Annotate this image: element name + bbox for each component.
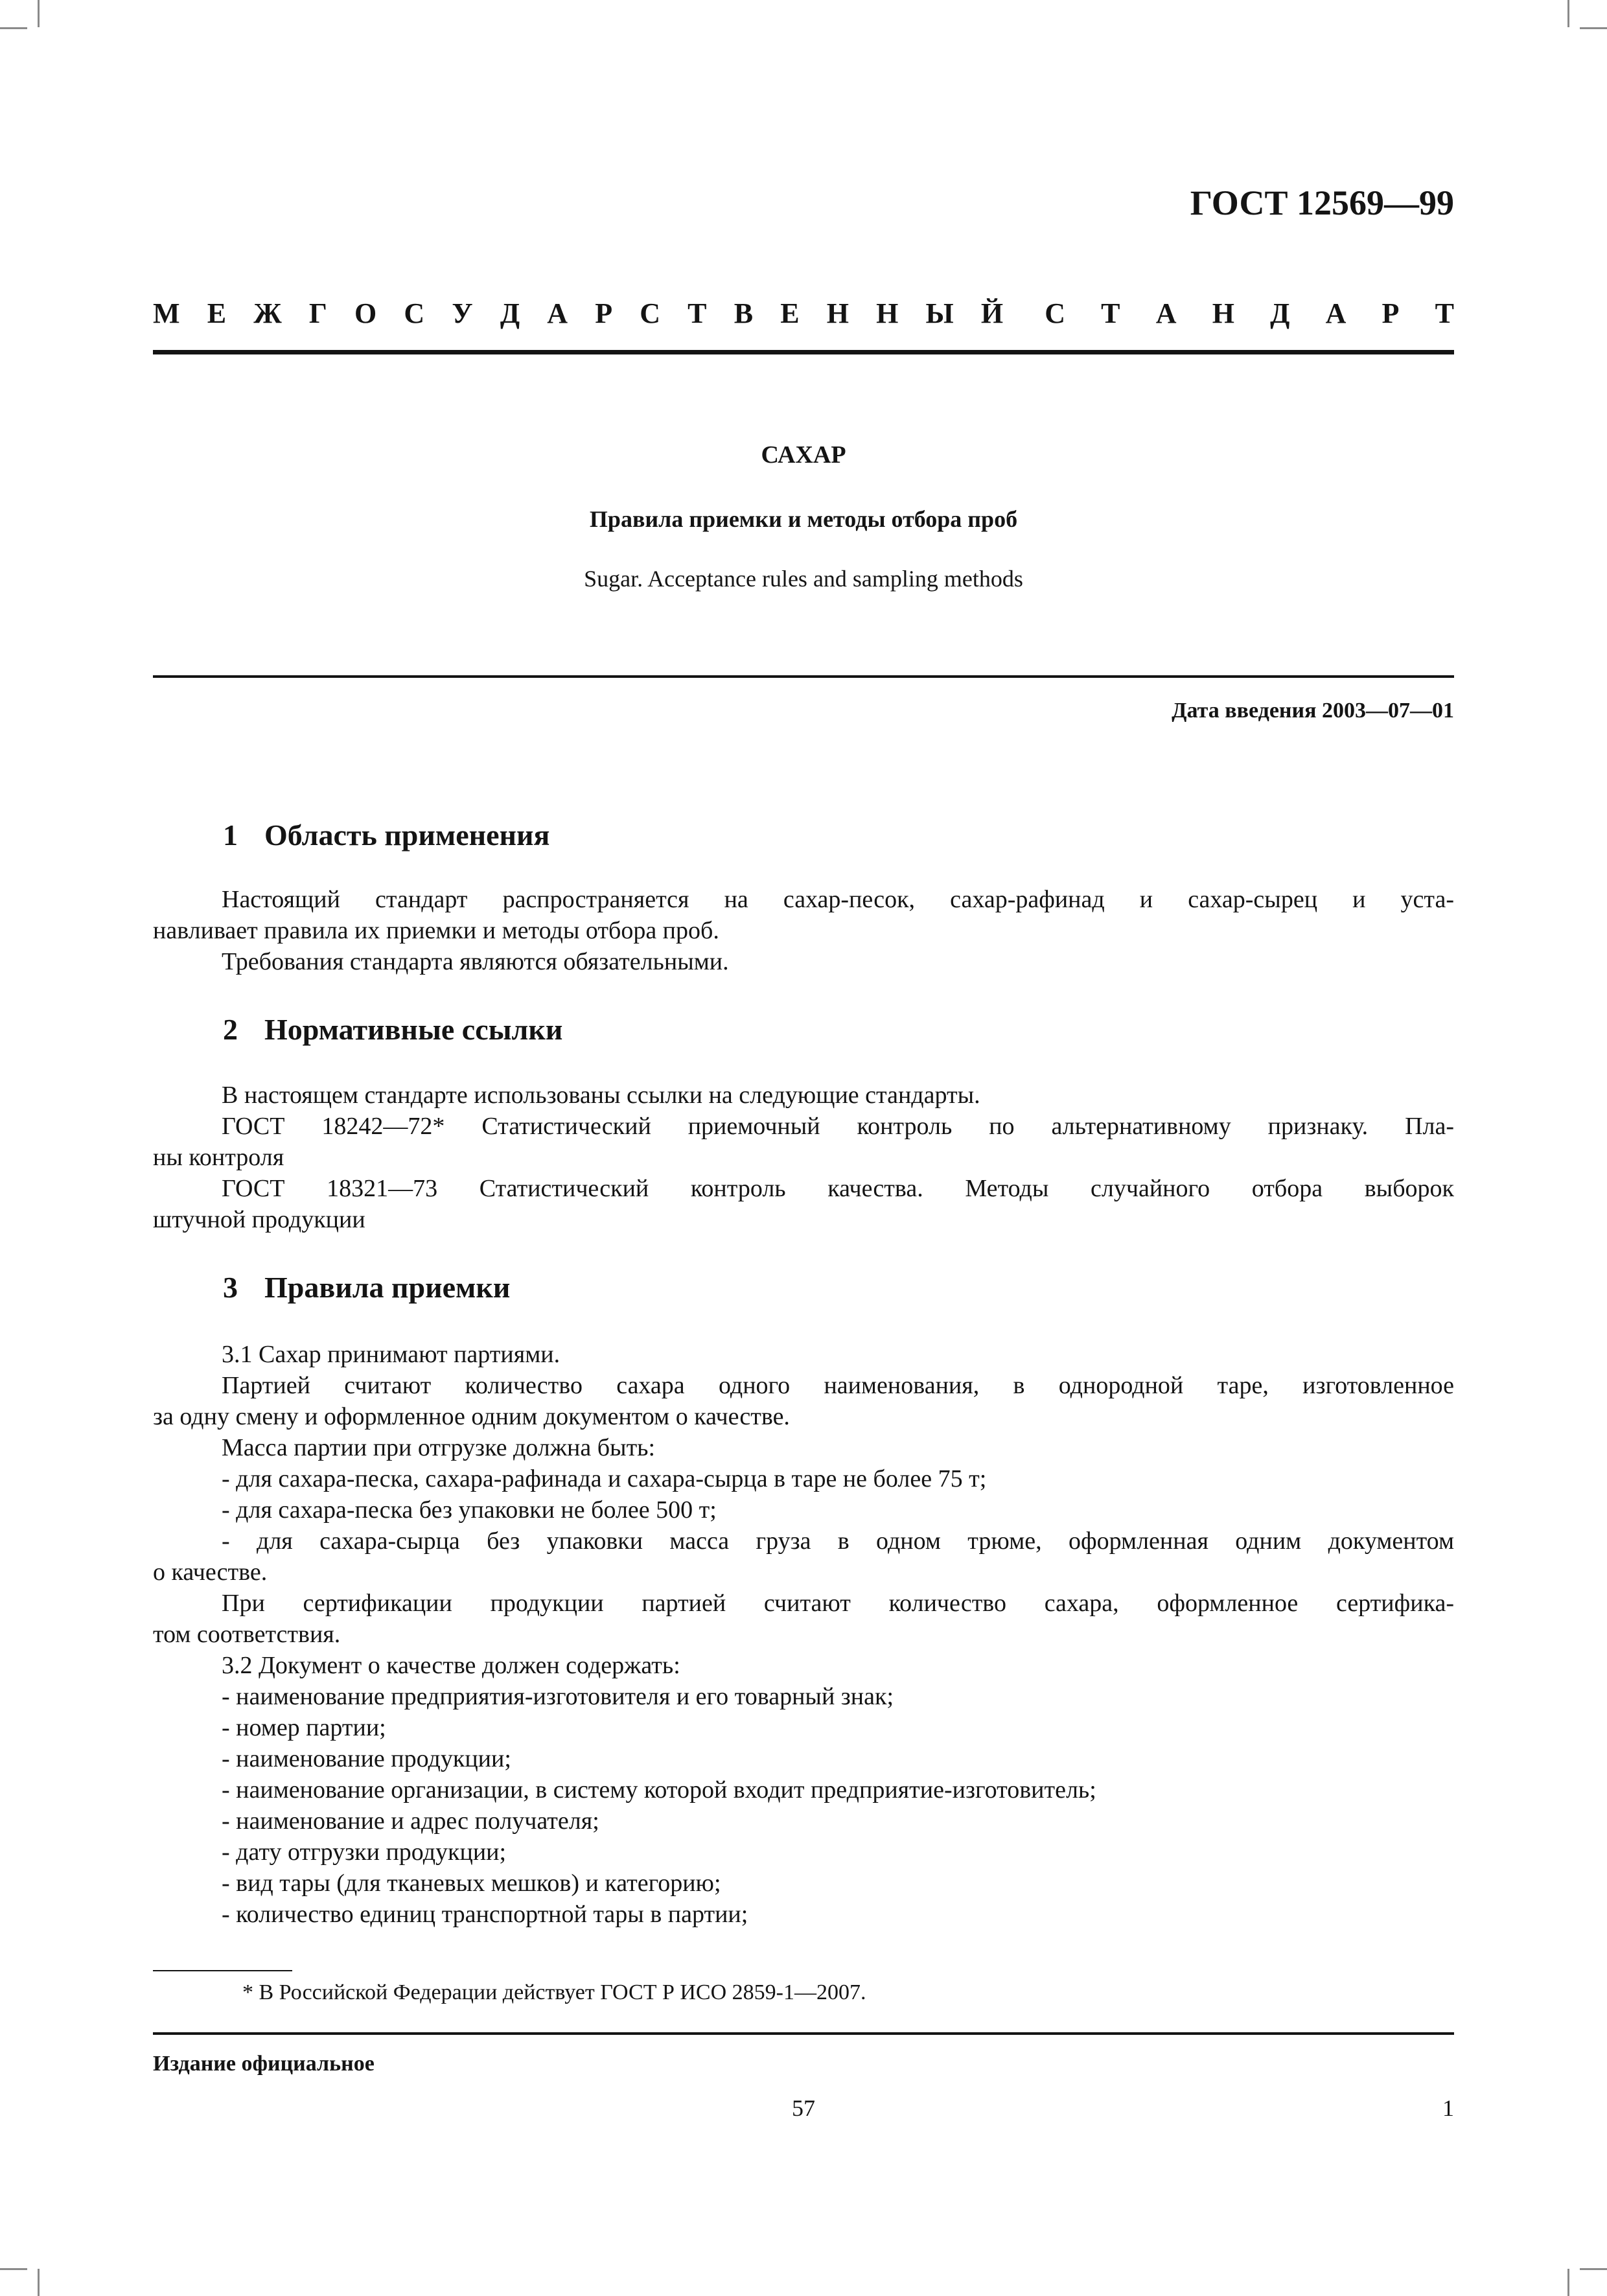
- paragraph-line: за одну смену и оформленное одним документом о качестве.: [153, 1403, 790, 1430]
- paragraph-line: навливает правила их приемки и методы отбора проб.: [153, 917, 719, 944]
- list-item: - наименование и адрес получателя;: [222, 1807, 599, 1835]
- crop-mark: [1580, 2268, 1607, 2270]
- paragraph-line: Настоящий стандарт распространяется на сахар-песок, сахар-рафинад и сахар-сырец и уста-: [222, 886, 1454, 913]
- list-item: - для сахара-песка без упаковки не более 500 т;: [222, 1496, 717, 1524]
- document-page: [153, 0, 1454, 2296]
- banner-letter: Н: [826, 297, 849, 329]
- banner-letter: Д: [500, 297, 520, 329]
- section-heading-1: [223, 818, 549, 852]
- list-item: - количество единиц транспортной тары в партии;: [222, 1901, 748, 1928]
- doc-title: САХАР: [761, 441, 846, 469]
- paragraph: Требования стандарта являются обязательными.: [222, 948, 729, 975]
- page-number-right: 1: [1442, 2095, 1454, 2121]
- banner-letter: В: [734, 297, 754, 329]
- section-heading-2: [223, 1012, 562, 1047]
- banner-letter: О: [354, 297, 377, 329]
- banner-letter: Н: [876, 297, 899, 329]
- banner-letter: Й: [980, 297, 1004, 329]
- section-2-body: [153, 1080, 1454, 1235]
- banner-letter: Е: [207, 297, 227, 329]
- banner-letter: У: [452, 297, 473, 329]
- banner-letter: Р: [1382, 297, 1400, 329]
- edition-label: Издание официальное: [153, 2052, 375, 2076]
- intro-date: Дата введения 2003—07—01: [1172, 699, 1454, 723]
- banner-letter: Д: [1270, 297, 1290, 329]
- banner-letter: С: [404, 297, 425, 329]
- footnote-rule: [153, 1970, 292, 1971]
- reference-line: ны контроля: [153, 1144, 284, 1171]
- crop-mark: [38, 0, 40, 27]
- clause: 3.2 Документ о качестве должен содержать:: [222, 1652, 680, 1679]
- header-rule: [153, 350, 1454, 354]
- paragraph: Масса партии при отгрузке должна быть:: [222, 1434, 656, 1461]
- banner-gap: [1003, 297, 1045, 330]
- doc-title-english: Sugar. Acceptance rules and sampling methods: [584, 566, 1023, 592]
- banner-letter: Р: [595, 297, 613, 329]
- title-rule: [153, 675, 1454, 678]
- banner-letter: Е: [780, 297, 800, 329]
- list-item: - наименование предприятия-изготовителя и его товарный знак;: [222, 1683, 894, 1710]
- banner-letter: Ы: [925, 297, 954, 329]
- crop-mark: [1567, 0, 1569, 27]
- banner-letter: Т: [1101, 297, 1120, 329]
- banner-letter: Т: [1435, 297, 1454, 329]
- list-item: - наименование организации, в систему которой входит предприятие-изготовитель;: [222, 1776, 1096, 1803]
- interstate-letters-2: [1045, 297, 1454, 330]
- section-number: 3: [223, 1271, 238, 1304]
- section-3-body: [153, 1339, 1454, 1930]
- list-item-line: - для сахара-сырца без упаковки масса груза в одном трюме, оформленная одним документом: [222, 1527, 1454, 1555]
- paragraph-line: Партией считают количество сахара одного наименования, в однородной таре, изготовленное: [222, 1372, 1454, 1399]
- section-number: 1: [223, 818, 238, 852]
- list-item-line: о качестве.: [153, 1559, 268, 1586]
- banner-letter: Г: [308, 297, 327, 329]
- section-number: 2: [223, 1013, 238, 1046]
- paragraph-line: При сертификации продукции партией считают количество сахара, оформленное сертифика-: [222, 1590, 1454, 1617]
- interstate-letters-1: [153, 297, 1003, 330]
- reference-line: штучной продукции: [153, 1206, 365, 1233]
- crop-mark: [38, 2269, 40, 2296]
- banner-letter: М: [153, 297, 180, 329]
- crop-mark: [0, 27, 27, 29]
- footer-rule: [153, 2032, 1454, 2035]
- banner-letter: С: [640, 297, 661, 329]
- list-item: - дату отгрузки продукции;: [222, 1838, 507, 1866]
- banner-letter: А: [547, 297, 568, 329]
- banner-letter: С: [1045, 297, 1065, 329]
- banner-letter: Ж: [253, 297, 282, 329]
- reference-line: ГОСТ 18242—72* Статистический приемочный контроль по альтернативному признаку. Пла-: [222, 1113, 1454, 1140]
- list-item: - вид тары (для тканевых мешков) и категорию;: [222, 1870, 721, 1897]
- banner-letter: А: [1155, 297, 1177, 329]
- reference-line: ГОСТ 18321—73 Статистический контроль качества. Методы случайного отбора выборок: [222, 1175, 1454, 1202]
- interstate-standard-banner: [153, 297, 1454, 330]
- clause: 3.1 Сахар принимают партиями.: [222, 1341, 561, 1368]
- crop-mark: [0, 2268, 27, 2270]
- footnote: * В Российской Федерации действует ГОСТ Р ИСО 2859-1—2007.: [242, 1980, 866, 2004]
- crop-mark: [1567, 2269, 1569, 2296]
- section-title: Нормативные ссылки: [264, 1013, 563, 1046]
- paragraph-line: том соответствия.: [153, 1621, 341, 1648]
- section-title: Правила приемки: [264, 1271, 511, 1304]
- list-item: - наименование продукции;: [222, 1745, 511, 1772]
- section-1-body: [153, 884, 1454, 977]
- section-title: Область применения: [264, 818, 550, 852]
- list-item: - номер партии;: [222, 1714, 386, 1741]
- page-number-center: 57: [792, 2095, 815, 2121]
- crop-mark: [1580, 27, 1607, 29]
- banner-letter: Н: [1212, 297, 1234, 329]
- list-item: - для сахара-песка, сахара-рафинада и сахара-сырца в таре не более 75 т;: [222, 1465, 987, 1492]
- banner-letter: А: [1325, 297, 1347, 329]
- doc-number: ГОСТ 12569—99: [1190, 183, 1454, 222]
- section-heading-3: [223, 1270, 510, 1305]
- doc-subtitle: Правила приемки и методы отбора проб: [589, 506, 1018, 532]
- banner-letter: Т: [688, 297, 707, 329]
- paragraph: В настоящем стандарте использованы ссылки на следующие стандарты.: [222, 1082, 980, 1109]
